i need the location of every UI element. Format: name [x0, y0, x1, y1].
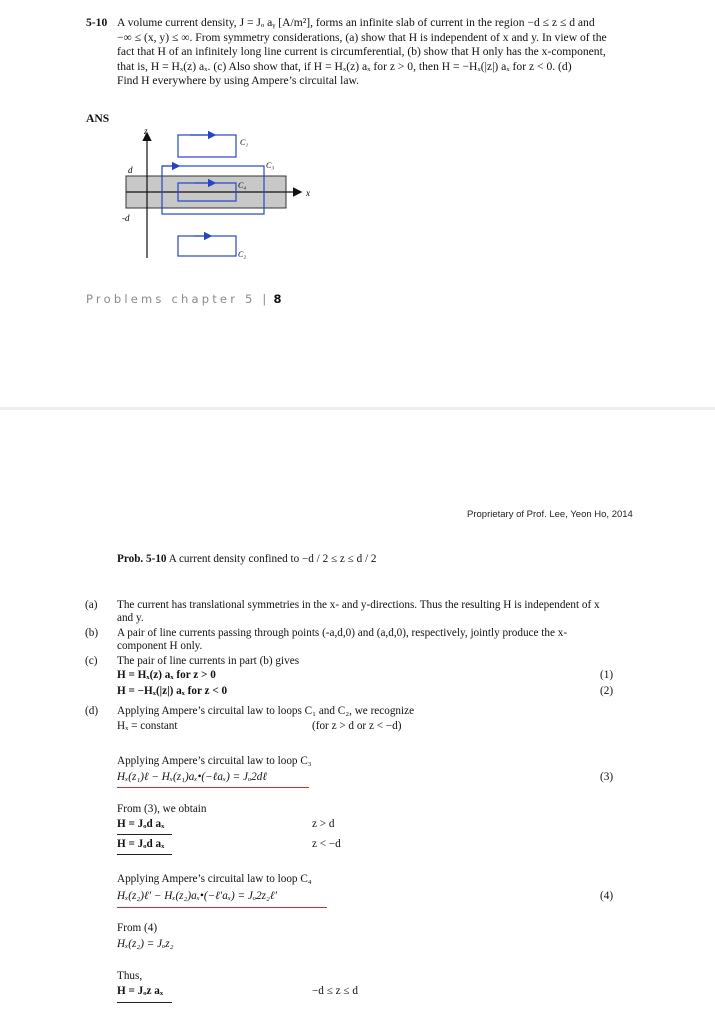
part-d-line-6: Thus,	[117, 970, 143, 982]
result-1: H = Jₒd aₓ	[117, 818, 165, 830]
result-2: H = Jₒd aₓ	[117, 838, 165, 850]
result-2-condition: z < −d	[312, 838, 341, 850]
eq-2-number: (2)	[600, 685, 614, 697]
part-a-label: (a)	[85, 599, 98, 611]
ans-label: ANS	[86, 112, 110, 125]
part-d-line-1: Applying Ampere’s circuital law to loops C₁ and C₂, we recognize	[117, 705, 415, 717]
part-d-line-4: Applying Ampere’s circuital law to loop C₄	[117, 873, 312, 885]
c3-label: C₃	[266, 161, 275, 170]
problem-statement	[117, 16, 637, 89]
result-1-condition: z > d	[312, 818, 335, 830]
eq-hx-constant: Hₓ = constant	[117, 720, 178, 732]
part-d-line-2: Applying Ampere’s circuital law to loop C₃	[117, 755, 312, 767]
result-3: H = Jₒz aₓ	[117, 985, 164, 997]
z-axis-label: z	[144, 126, 148, 136]
proprietary-note: Proprietary of Prof. Lee, Yeon Ho, 2014	[467, 509, 633, 520]
part-c-label: (c)	[85, 655, 98, 667]
eq-1: H = Hₓ(z) aₓ for z > 0	[117, 669, 216, 681]
eq-1-number: (1)	[600, 669, 614, 681]
part-c-line-1: The pair of line currents in part (b) gives	[117, 655, 300, 667]
neg-d-label: -d	[122, 213, 130, 223]
part-d-label: (d)	[85, 705, 99, 717]
problem-line-2: −∞ ≤ (x, y) ≤ ∞. From symmetry considerations, (a) show that H is independent of x and y. In view of the	[117, 30, 607, 44]
eq-5: Hₓ(z₂) = Jₒz₂	[117, 938, 174, 950]
problem-number: 5-10	[86, 16, 108, 29]
eq-2: H = −Hₓ(|z|) aₓ for z < 0	[117, 685, 228, 697]
eq-4-underline	[117, 907, 327, 908]
part-b-line-2: component H only.	[117, 640, 203, 652]
part-d-line-3: From (3), we obtain	[117, 803, 207, 815]
part-d-line-5: From (4)	[117, 922, 158, 934]
part-a-line-1: The current has translational symmetries in the x- and y-directions. Thus the resulting H is independent of x	[117, 599, 600, 611]
eq-3-number: (3)	[600, 771, 614, 783]
page-divider	[0, 407, 715, 410]
eq-hx-constant-condition: (for z > d or z < −d)	[312, 720, 402, 732]
result-1-underline	[117, 834, 172, 835]
part-b-label: (b)	[85, 627, 99, 639]
problem-line-5: Find H everywhere by using Ampere’s circuital law.	[117, 74, 360, 87]
loop-c1	[178, 135, 236, 157]
x-axis-label: x	[306, 188, 310, 198]
eq-4: Hₓ(z₂)ℓ′ − Hₓ(z₂)aₓ•(−ℓ′aₓ) = Jₒ2z₂ℓ′	[117, 890, 277, 902]
solution-title	[117, 553, 377, 567]
result-3-condition: −d ≤ z ≤ d	[312, 985, 358, 997]
problem-line-3: fact that H of an infinitely long line current is circumferential, (b) show that H only has the x-component,	[117, 45, 606, 58]
page-footer	[86, 292, 281, 306]
eq-3: Hₓ(z₁)ℓ − Hₓ(z₁)aₓ•(−ℓaₓ) = Jₒ2dℓ	[117, 771, 267, 783]
eq-4-number: (4)	[600, 890, 614, 902]
current-slab-diagram	[110, 120, 330, 270]
c2-label: C₂	[238, 250, 247, 259]
problem-line-1: A volume current density, J = Jₒ aᵧ [A/m²], forms an infinite slab of current in the region −d ≤ z ≤ d and	[117, 16, 595, 29]
solution-title-bold: Prob. 5-10	[117, 553, 167, 565]
result-3-underline	[117, 1002, 172, 1003]
c4-label: C₄	[238, 181, 247, 190]
d-label: d	[128, 165, 133, 175]
footer-text: Problems chapter 5 |	[86, 292, 270, 306]
c1-label: C₁	[240, 138, 249, 147]
problem-line-4: that is, H = Hₓ(z) aₓ. (c) Also show that, if H = Hₓ(z) aₓ for z > 0, then H = −Hₓ(|z|) aₓ for z < 0. (d)	[117, 59, 572, 73]
result-2-underline	[117, 854, 172, 855]
loop-c2	[178, 236, 236, 256]
eq-3-underline	[117, 787, 309, 788]
footer-page-number: 8	[273, 292, 282, 306]
part-a-line-2: and y.	[117, 612, 144, 624]
part-b-line-1: A pair of line currents passing through points (-a,d,0) and (a,d,0), respectively, jointly produce the x-	[117, 627, 568, 639]
solution-title-rest: A current density confined to −d / 2 ≤ z ≤ d / 2	[168, 553, 377, 565]
